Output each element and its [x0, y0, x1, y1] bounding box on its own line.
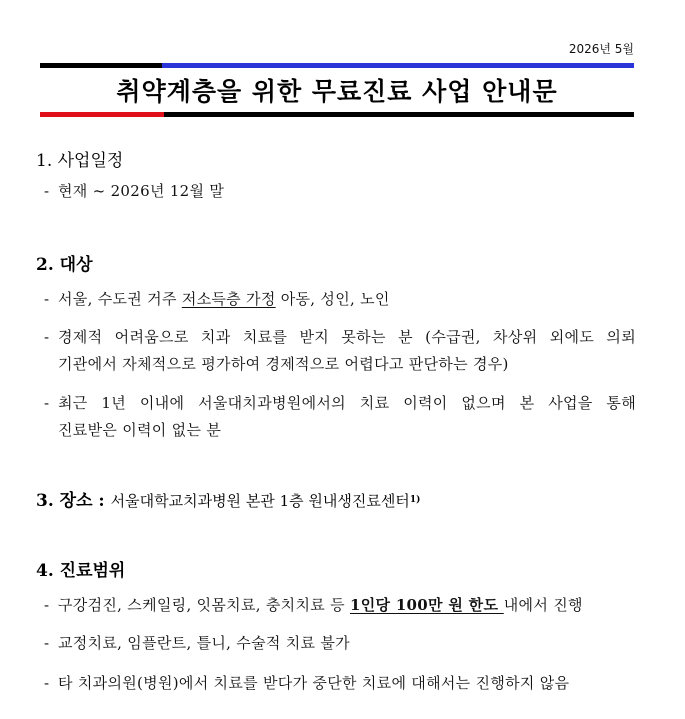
footnote-marker: 1)	[409, 495, 421, 505]
history-line-2: 진료받은 이력이 없는 분	[58, 421, 222, 439]
section-4-item-1	[44, 592, 636, 619]
bullet-dash: -	[44, 674, 50, 692]
section-1-heading: 1. 사업일정	[36, 151, 124, 171]
discontinued-treatment-note: 타 치과의원(병원)에서 치료를 받다가 중단한 치료에 대해서는 진행하지 않음	[58, 674, 570, 692]
section-2-item-2	[44, 324, 636, 378]
section-4-item-2	[44, 630, 636, 657]
document-title: 취약계층을 위한 무료진료 사업 안내문	[116, 77, 558, 106]
section-2-heading: 2. 대상	[36, 255, 93, 275]
scope-text: 구강검진, 스케일링, 잇몸치료, 충치치료 등	[58, 596, 350, 614]
section-1-item	[44, 178, 636, 205]
bullet-dash: -	[44, 634, 50, 652]
history-line-1: 최근 1년 이내에 서울대치과병원에서의 치료 이력이 없으며 본 사업을 통해	[58, 394, 636, 412]
section-4-item-3	[44, 670, 636, 697]
bullet-dash: -	[44, 394, 50, 412]
bullet-dash: -	[44, 328, 50, 346]
place-label: 3. 장소 :	[36, 491, 105, 511]
place-text: 서울대학교치과병원 본관 1층 원내생진료센터	[110, 492, 410, 510]
eligibility-line-2: 기관에서 자체적으로 평가하여 경제적으로 어렵다고 판단하는 경우)	[58, 355, 509, 373]
title-bottom-red-bar	[40, 112, 164, 117]
section-2-item-3	[44, 390, 636, 444]
document-date: 2026년 5월	[568, 42, 634, 56]
eligibility-line-1: 경제적 어려움으로 치과 치료를 받지 못하는 분 (수급권, 차상위 외에도 의뢰	[58, 328, 636, 346]
title-banner	[40, 63, 634, 117]
section-2-item-1	[44, 286, 636, 313]
target-text-tail: 아동, 성인, 노인	[275, 290, 390, 308]
schedule-text: 현재 ~ 2026년 12월 말	[58, 182, 225, 200]
title-bottom-black-bar	[164, 112, 634, 117]
bullet-dash: -	[44, 182, 50, 200]
bullet-dash: -	[44, 290, 50, 308]
section-3-heading	[36, 486, 420, 511]
limit-emphasis: 1인당 100만 원 한도	[349, 596, 504, 614]
scope-text-tail: 내에서 진행	[503, 596, 583, 614]
excluded-treatments: 교정치료, 임플란트, 틀니, 수술적 치료 불가	[58, 634, 350, 652]
low-income-underlined: 저소득층 가정	[181, 290, 276, 308]
bullet-dash: -	[44, 596, 50, 614]
target-text: 서울, 수도권 거주	[58, 290, 182, 308]
section-4-heading: 4. 진료범위	[36, 561, 126, 581]
